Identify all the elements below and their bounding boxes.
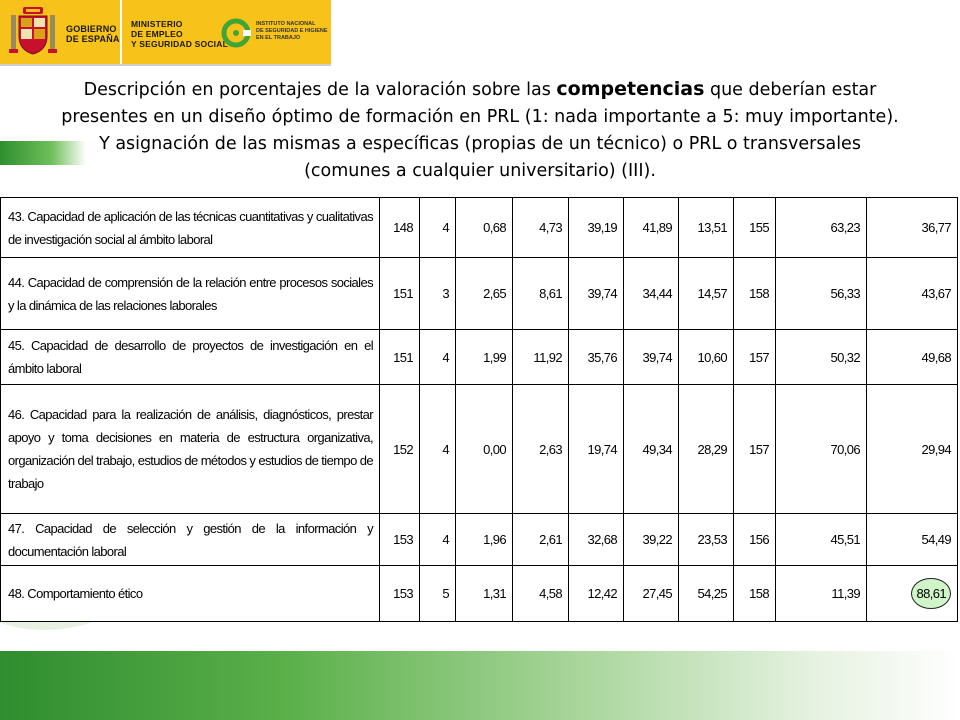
value-cell: 13,51 <box>679 198 734 258</box>
value-cell: 157 <box>734 385 776 514</box>
table-row <box>1 514 958 566</box>
value-cell: 151 <box>380 330 420 385</box>
competencies-table <box>0 197 958 622</box>
value-cell: 35,76 <box>569 330 624 385</box>
competency-label: 45. Capacidad de desarrollo de proyectos de investigación en el ámbito laboral <box>1 330 380 385</box>
value-cell: 70,06 <box>776 385 867 514</box>
title-text-end: que deberían estar presentes en un diseño óptimo de formación en PRL (1: nada importante a 5: muy importante). Y asignación de las mismas a específicas (propias de un técnico) o PRL o transversales (comunes a cualquier universitario) (III). <box>61 80 899 181</box>
table-row <box>1 258 958 330</box>
value-cell: 4 <box>420 514 456 566</box>
value-cell: 10,60 <box>679 330 734 385</box>
value-cell: 39,19 <box>569 198 624 258</box>
government-line-1: GOBIERNO <box>66 24 117 34</box>
value-cell: 4 <box>420 198 456 258</box>
value-cell: 2,65 <box>456 258 513 330</box>
value-cell: 4 <box>420 330 456 385</box>
table-row <box>1 566 958 622</box>
value-cell: 4 <box>420 385 456 514</box>
ministry-line-1: MINISTERIO <box>131 19 183 29</box>
value-cell: 2,63 <box>513 385 569 514</box>
competency-label: 46. Capacidad para la realización de análisis, diagnósticos, prestar apoyo y toma decisiones en materia de estructura organizativa, organización del trabajo, estudios de métodos y estudios de tiempo de trabajo <box>1 385 380 514</box>
value-cell: 158 <box>734 258 776 330</box>
value-cell: 12,42 <box>569 566 624 622</box>
value-cell: 158 <box>734 566 776 622</box>
value-cell: 157 <box>734 330 776 385</box>
value-cell: 0,68 <box>456 198 513 258</box>
value-cell: 23,53 <box>679 514 734 566</box>
slide-title <box>60 76 900 185</box>
value-cell: 14,57 <box>679 258 734 330</box>
value-cell: 45,51 <box>776 514 867 566</box>
value-cell: 19,74 <box>569 385 624 514</box>
value-cell: 1,31 <box>456 566 513 622</box>
value-cell: 11,92 <box>513 330 569 385</box>
ministry-line-2: DE EMPLEO <box>131 29 183 39</box>
value-cell: 152 <box>380 385 420 514</box>
value-cell: 50,32 <box>776 330 867 385</box>
value-cell: 148 <box>380 198 420 258</box>
value-cell: 32,68 <box>569 514 624 566</box>
value-cell: 27,45 <box>624 566 679 622</box>
competency-label: 47. Capacidad de selección y gestión de la información y documentación laboral <box>1 514 380 566</box>
institute-line-2: DE SEGURIDAD E HIGIENE <box>256 28 328 34</box>
insht-logo-icon <box>221 18 251 48</box>
table-row <box>1 330 958 385</box>
value-cell: 39,74 <box>569 258 624 330</box>
table-body <box>1 198 958 622</box>
value-cell: 43,67 <box>867 258 958 330</box>
institute-line-1: INSTITUTO NACIONAL <box>256 21 316 27</box>
value-cell: 56,33 <box>776 258 867 330</box>
value-cell: 156 <box>734 514 776 566</box>
value-cell: 151 <box>380 258 420 330</box>
value-cell: 36,77 <box>867 198 958 258</box>
value-cell: 28,29 <box>679 385 734 514</box>
institute-name <box>256 21 328 42</box>
value-cell: 8,61 <box>513 258 569 330</box>
competency-label: 48. Comportamiento ético <box>1 566 380 622</box>
value-cell: 0,00 <box>456 385 513 514</box>
header-underline <box>0 64 331 66</box>
value-cell: 41,89 <box>624 198 679 258</box>
value-cell: 11,39 <box>776 566 867 622</box>
ministry-name <box>131 19 228 49</box>
table-row <box>1 198 958 258</box>
value-cell: 49,34 <box>624 385 679 514</box>
value-cell: 3 <box>420 258 456 330</box>
coat-of-arms-icon <box>9 7 57 57</box>
title-text-start: Descripción en porcentajes de la valoración sobre las <box>83 80 557 100</box>
value-cell: 4,58 <box>513 566 569 622</box>
value-cell: 29,94 <box>867 385 958 514</box>
value-cell: 49,68 <box>867 330 958 385</box>
value-cell: 2,61 <box>513 514 569 566</box>
competency-label: 43. Capacidad de aplicación de las técnicas cuantitativas y cualitativas de investigación social al ámbito laboral <box>1 198 380 258</box>
ministry-line-3: Y SEGURIDAD SOCIAL <box>131 39 228 49</box>
value-cell: 155 <box>734 198 776 258</box>
value-cell: 5 <box>420 566 456 622</box>
competency-label: 44. Capacidad de comprensión de la relación entre procesos sociales y la dinámica de las relaciones laborales <box>1 258 380 330</box>
institute-line-3: EN EL TRABAJO <box>256 35 301 41</box>
value-cell: 34,44 <box>624 258 679 330</box>
title-emphasis: competencias <box>556 78 705 100</box>
value-cell: 39,22 <box>624 514 679 566</box>
value-cell: 54,49 <box>867 514 958 566</box>
value-cell: 63,23 <box>776 198 867 258</box>
value-cell: 39,74 <box>624 330 679 385</box>
value-cell: 153 <box>380 514 420 566</box>
government-name <box>66 24 120 44</box>
value-cell <box>867 566 958 622</box>
highlighted-value: 88,61 <box>911 578 951 609</box>
value-cell: 4,73 <box>513 198 569 258</box>
value-cell: 1,96 <box>456 514 513 566</box>
header-divider <box>120 0 122 64</box>
value-cell: 153 <box>380 566 420 622</box>
value-cell: 54,25 <box>679 566 734 622</box>
table-row <box>1 385 958 514</box>
government-line-2: DE ESPAÑA <box>66 34 120 44</box>
decorative-bottom-band <box>0 651 960 720</box>
value-cell: 1,99 <box>456 330 513 385</box>
